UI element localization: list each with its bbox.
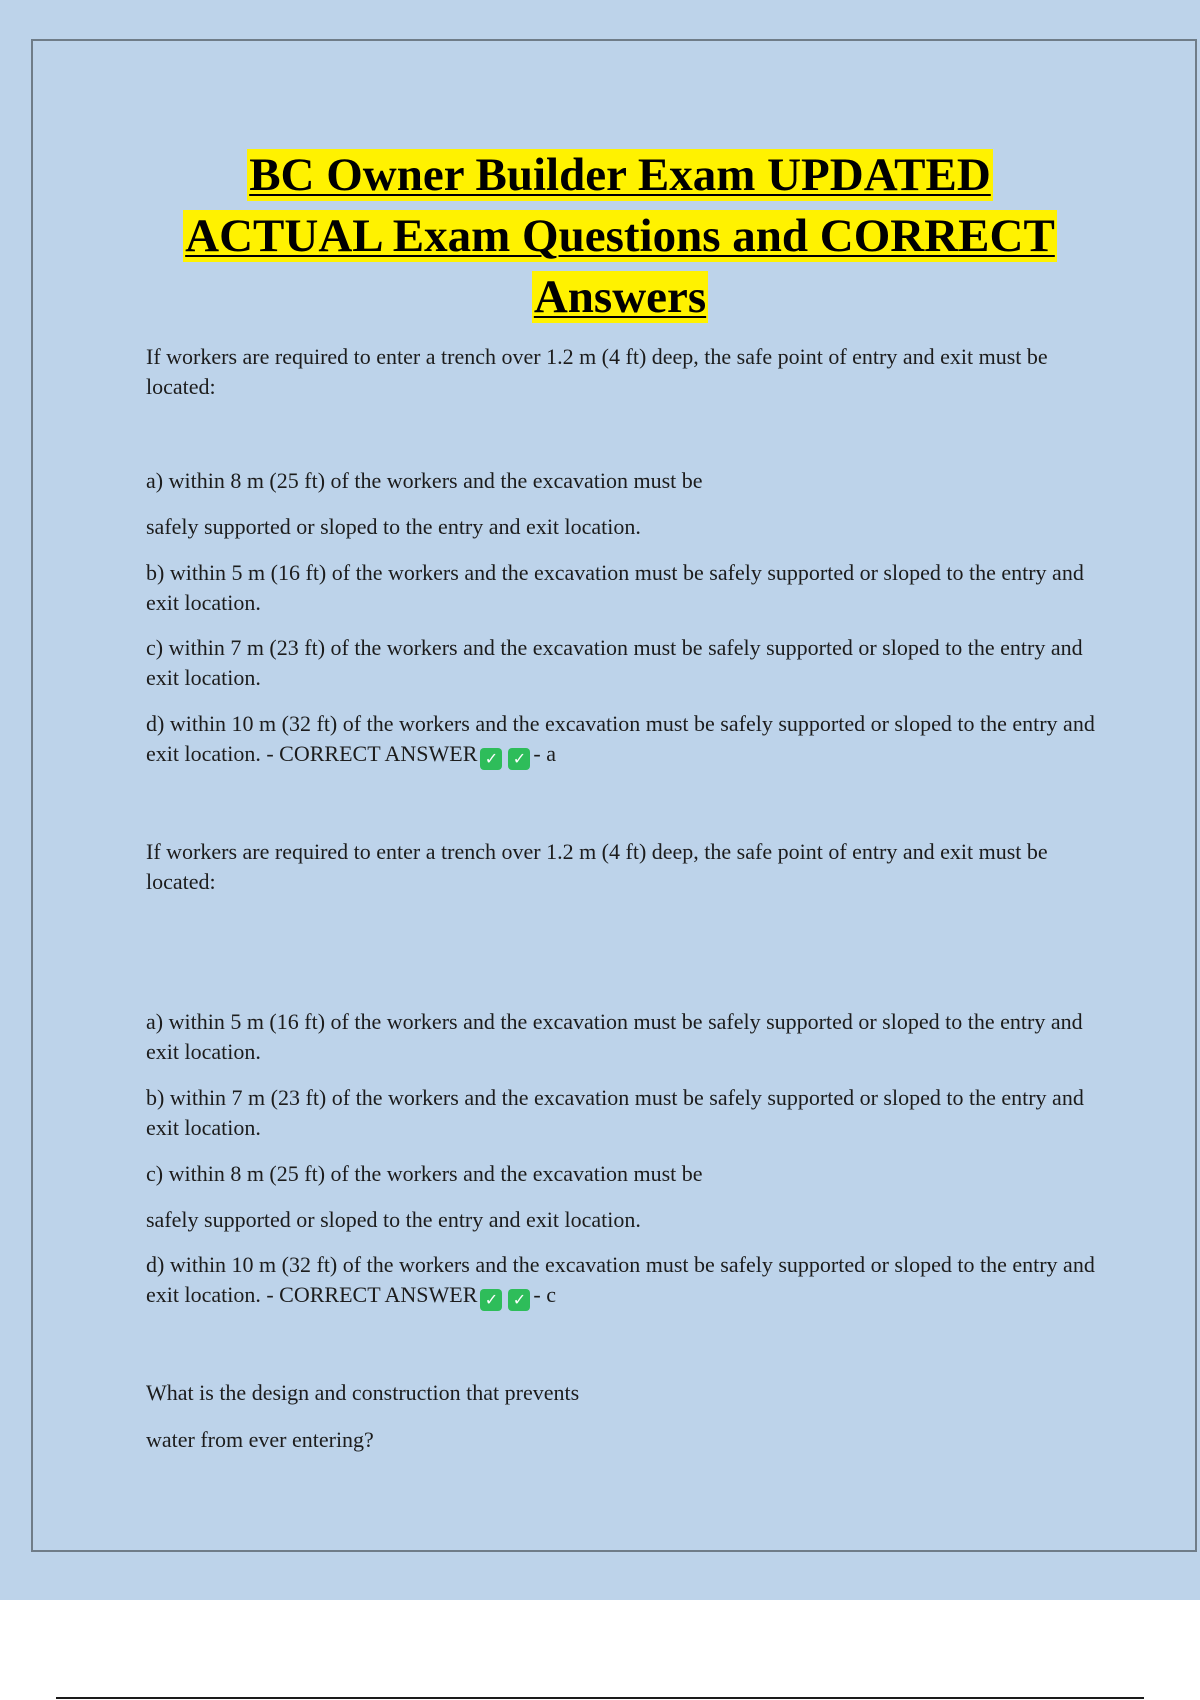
document-title — [100, 145, 1140, 328]
question-1-option-a: a) within 8 m (25 ft) of the workers and the excavation must be — [146, 468, 703, 493]
question-1-option-a-continued: safely supported or sloped to the entry and exit location. — [146, 514, 641, 539]
check-mark-icon: ✓ — [480, 1289, 502, 1311]
question-1-answer: - a — [533, 741, 557, 766]
question-1-option-d-text: d) within 10 m (32 ft) of the workers and the excavation must be safely supported or sloped to the entry and exit location. - CORRECT ANSWER — [146, 711, 1095, 766]
question-2-option-a: a) within 5 m (16 ft) of the workers and the excavation must be safely supported or sloped to the entry and exit location. — [146, 1009, 1083, 1064]
question-2-answer: - c — [533, 1282, 557, 1307]
question-1-option-d — [146, 709, 1096, 770]
footer-divider — [56, 1697, 1144, 1699]
check-mark-icon: ✓ — [480, 748, 502, 770]
question-2-prompt: If workers are required to enter a trench over 1.2 m (4 ft) deep, the safe point of entry and exit must be located: — [146, 839, 1048, 894]
question-2-option-d — [146, 1250, 1096, 1311]
question-2-option-c-continued: safely supported or sloped to the entry and exit location. — [146, 1207, 641, 1232]
question-2-option-c: c) within 8 m (25 ft) of the workers and the excavation must be — [146, 1161, 703, 1186]
question-2-option-d-text: d) within 10 m (32 ft) of the workers and the excavation must be safely supported or sloped to the entry and exit location. - CORRECT ANSWER — [146, 1252, 1095, 1307]
question-3-prompt-line-2: water from ever entering? — [146, 1427, 374, 1452]
question-2-option-b: b) within 7 m (23 ft) of the workers and the excavation must be safely supported or sloped to the entry and exit location. — [146, 1085, 1084, 1140]
title-line-1: BC Owner Builder Exam UPDATED — [249, 149, 991, 201]
question-1-option-c: c) within 7 m (23 ft) of the workers and the excavation must be safely supported or sloped to the entry and exit location. — [146, 635, 1083, 690]
check-mark-icon: ✓ — [508, 1289, 530, 1311]
question-3-prompt-line-1: What is the design and construction that prevents — [146, 1380, 580, 1405]
title-line-3: Answers — [533, 271, 707, 323]
title-line-2: ACTUAL Exam Questions and CORRECT — [185, 210, 1055, 262]
question-1-option-b: b) within 5 m (16 ft) of the workers and the excavation must be safely supported or sloped to the entry and exit location. — [146, 560, 1084, 615]
question-1-prompt: If workers are required to enter a trench over 1.2 m (4 ft) deep, the safe point of entry and exit must be located: — [146, 344, 1048, 399]
check-mark-icon: ✓ — [508, 748, 530, 770]
